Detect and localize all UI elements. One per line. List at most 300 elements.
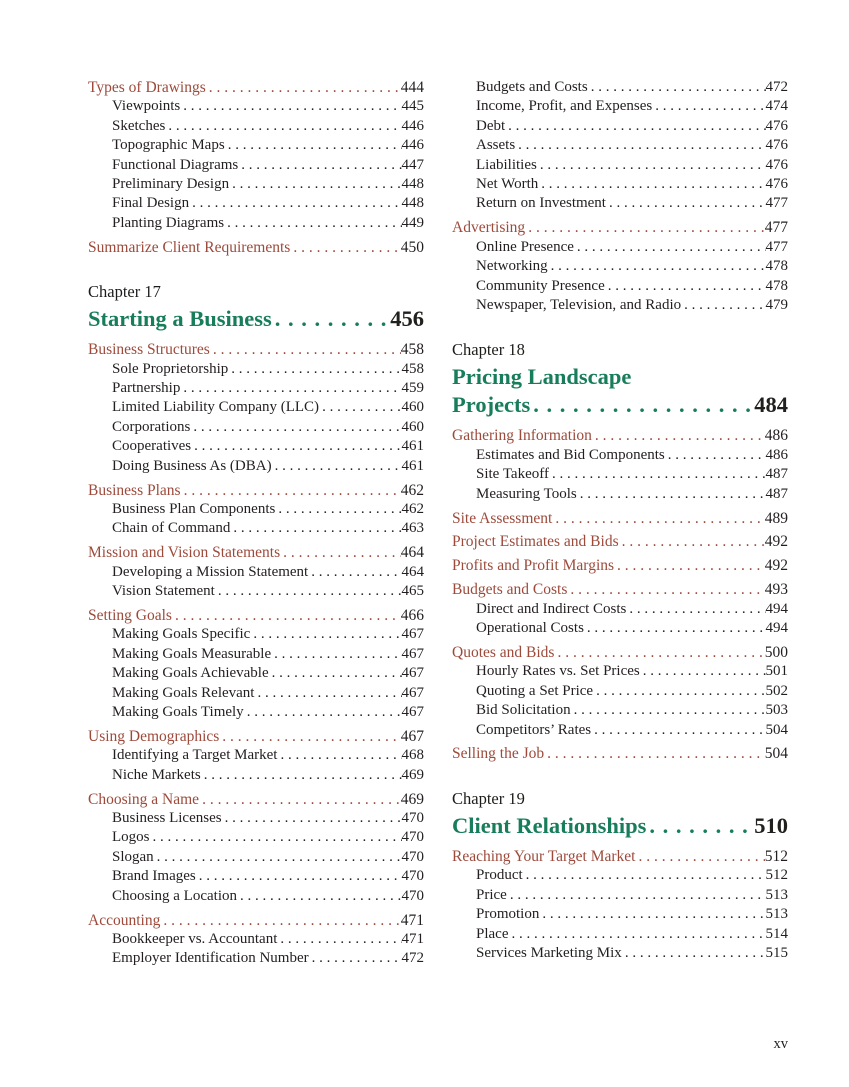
toc-section-heading-page: 493 — [764, 581, 788, 599]
toc-entry — [452, 156, 788, 175]
toc-entry-label: Preliminary Design — [112, 176, 230, 193]
toc-entry-label: Debt — [476, 117, 506, 134]
chapter-number-label: Chapter 17 — [88, 282, 161, 302]
toc-entry — [88, 194, 424, 213]
toc-entry-label: Making Goals Measurable — [112, 645, 272, 662]
toc-section-heading-page: 486 — [764, 427, 788, 445]
toc-entry — [88, 97, 424, 116]
toc-entry-label: Direct and Indirect Costs — [476, 600, 627, 617]
toc-section — [88, 340, 424, 476]
toc-entry-page: 514 — [765, 925, 788, 942]
chapter-heading — [452, 339, 788, 419]
toc-section-heading-page: 469 — [400, 790, 424, 808]
dot-leader — [530, 391, 754, 419]
toc-section — [88, 78, 424, 233]
toc-entry-label: Choosing a Location — [112, 887, 237, 904]
dot-leader — [206, 78, 401, 97]
dot-leader — [665, 446, 766, 465]
toc-entry-label: Niche Markets — [112, 766, 201, 783]
toc-entry-page: 448 — [401, 176, 424, 193]
dot-leader — [525, 218, 765, 237]
toc-entry-label: Partnership — [112, 379, 181, 396]
toc-section — [452, 556, 788, 575]
dot-leader — [181, 481, 401, 500]
dot-leader — [275, 500, 401, 519]
page-number: xv — [773, 1036, 788, 1052]
chapter-title-page: 484 — [754, 392, 788, 418]
dot-leader — [614, 556, 765, 575]
toc-entry — [452, 886, 788, 905]
toc-entry-label: Brand Images — [112, 868, 196, 885]
toc-entry — [452, 721, 788, 740]
toc-entry — [452, 925, 788, 944]
chapter-title — [88, 305, 424, 333]
toc-section-heading-label: Reaching Your Target Market — [452, 847, 636, 865]
toc-entry-page: 487 — [765, 485, 788, 502]
toc-entry-label: Identifying a Target Market — [112, 747, 278, 764]
toc-entry-label: Online Presence — [476, 238, 574, 255]
toc-entry — [452, 277, 788, 296]
chapter-title — [452, 812, 788, 840]
toc-entry — [452, 136, 788, 155]
dot-leader — [222, 809, 402, 828]
toc-columns — [88, 78, 788, 969]
toc-entry — [88, 949, 424, 968]
toc-entry-page: 474 — [765, 98, 788, 115]
toc-entry-label: Promotion — [476, 906, 540, 923]
chapter-title-label: Client Relationships — [452, 812, 647, 838]
toc-section-heading — [88, 78, 424, 97]
toc-section-heading-label: Business Structures — [88, 341, 210, 359]
toc-section-heading-page: 467 — [400, 727, 424, 745]
toc-entry-label: Final Design — [112, 195, 190, 212]
dot-leader — [196, 867, 402, 886]
toc-entry — [88, 563, 424, 582]
toc-entry-page: 470 — [401, 829, 424, 846]
toc-entry-label: Planting Diagrams — [112, 214, 225, 231]
dot-leader — [230, 519, 401, 538]
toc-entry — [452, 485, 788, 504]
toc-entry — [88, 848, 424, 867]
toc-section — [452, 426, 788, 504]
toc-section-heading-label: Project Estimates and Bids — [452, 533, 619, 551]
toc-entry-label: Employer Identification Number — [112, 950, 309, 967]
toc-section-heading-label: Gathering Information — [452, 427, 592, 445]
toc-entry-label: Making Goals Relevant — [112, 684, 255, 701]
dot-leader — [160, 911, 400, 930]
toc-entry — [452, 296, 788, 315]
toc-entry-label: Doing Business As (DBA) — [112, 457, 272, 474]
dot-leader — [588, 78, 766, 97]
toc-entry-page: 503 — [765, 702, 788, 719]
dot-leader — [165, 117, 401, 136]
toc-entry-page: 470 — [401, 887, 424, 904]
toc-section-heading — [88, 238, 424, 257]
toc-entry-page: 477 — [765, 238, 788, 255]
toc-entry — [88, 175, 424, 194]
toc-entry-label: Place — [476, 925, 509, 942]
toc-section-heading-page: 477 — [764, 219, 788, 237]
toc-entry — [452, 117, 788, 136]
toc-section — [452, 847, 788, 963]
toc-entry — [88, 214, 424, 233]
toc-entry-page: 463 — [401, 520, 424, 537]
toc-section — [88, 543, 424, 601]
dot-leader — [567, 580, 764, 599]
toc-entry-page: 476 — [765, 156, 788, 173]
toc-entry-page: 468 — [401, 747, 424, 764]
toc-entry — [452, 238, 788, 257]
toc-entry-page: 472 — [401, 950, 424, 967]
toc-entry-label: Cooperatives — [112, 438, 192, 455]
toc-entry — [88, 809, 424, 828]
dot-leader — [640, 662, 766, 681]
toc-entry — [452, 78, 788, 97]
dot-leader — [238, 156, 401, 175]
dot-leader — [277, 930, 401, 949]
toc-entry-label: Business Licenses — [112, 810, 222, 826]
toc-entry-page: 462 — [401, 500, 424, 517]
toc-entry-label: Price — [476, 886, 507, 903]
toc-section-heading-label: Budgets and Costs — [452, 581, 568, 599]
toc-section — [452, 744, 788, 763]
toc-entry — [452, 194, 788, 213]
toc-entry — [88, 703, 424, 722]
dot-leader — [652, 97, 765, 116]
dot-leader — [681, 296, 765, 315]
dot-leader — [189, 194, 401, 213]
toc-entry-page: 449 — [401, 214, 424, 231]
toc-section-heading — [88, 481, 424, 500]
dot-leader — [549, 465, 766, 484]
dot-leader — [538, 175, 765, 194]
toc-entry — [452, 257, 788, 276]
toc-entry — [452, 446, 788, 465]
toc-entry — [452, 600, 788, 619]
chapter-number-label: Chapter 19 — [452, 788, 525, 808]
toc-entry — [88, 645, 424, 664]
dot-leader — [219, 727, 400, 746]
toc-entry — [452, 866, 788, 885]
toc-entry — [88, 582, 424, 601]
toc-entry-label: Vision Statement — [112, 583, 215, 600]
toc-entry — [452, 905, 788, 924]
toc-entry-label: Corporations — [112, 418, 191, 435]
toc-section-heading-page: 492 — [764, 533, 788, 551]
toc-section-heading — [88, 606, 424, 625]
dot-leader — [592, 426, 765, 445]
dot-leader — [537, 156, 766, 175]
toc-section-heading — [452, 643, 788, 662]
toc-section — [88, 481, 424, 539]
toc-entry-label: Competitors’ Rates — [476, 721, 592, 738]
toc-entry-page: 448 — [401, 195, 424, 212]
toc-entry — [88, 117, 424, 136]
toc-entry-page: 501 — [765, 663, 788, 680]
chapter-heading — [88, 281, 424, 333]
chapter-heading — [452, 788, 788, 840]
toc-entry-page: 476 — [765, 137, 788, 154]
chapter-title-page: 510 — [754, 812, 788, 838]
toc-section-heading-label: Accounting — [88, 911, 161, 929]
toc-entry-label: Community Presence — [476, 277, 605, 294]
toc-entry-page: 467 — [401, 703, 424, 720]
toc-entry-page: 494 — [765, 620, 788, 637]
dot-leader — [280, 543, 401, 562]
chapter-title-page: 456 — [390, 306, 424, 332]
dot-leader — [584, 619, 766, 638]
toc-entry — [88, 828, 424, 847]
dot-leader — [507, 886, 766, 905]
dot-leader — [150, 828, 402, 847]
toc-entry-page: 486 — [765, 446, 788, 463]
toc-entry-page: 478 — [765, 277, 788, 294]
dot-leader — [635, 847, 764, 866]
toc-entry-label: Making Goals Specific — [112, 626, 251, 643]
toc-section — [88, 911, 424, 969]
toc-entry-label: Assets — [476, 137, 516, 154]
toc-column-right — [452, 78, 788, 969]
toc-entry-label: Return on Investment — [476, 195, 606, 212]
toc-entry-page: 445 — [401, 98, 424, 115]
chapter-title-label: Starting a Business — [88, 306, 272, 332]
toc-entry-page: 478 — [765, 258, 788, 275]
toc-entry — [88, 500, 424, 519]
toc-entry-page: 469 — [401, 766, 424, 783]
toc-section-heading-label: Business Plans — [88, 481, 181, 499]
toc-section-heading-label: Choosing a Name — [88, 790, 200, 808]
toc-entry — [452, 701, 788, 720]
toc-section-heading-label: Quotes and Bids — [452, 643, 555, 661]
toc-section-heading — [452, 426, 788, 445]
dot-leader — [626, 600, 765, 619]
toc-entry — [452, 97, 788, 116]
toc-entry-label: Income, Profit, and Expenses — [476, 98, 653, 115]
toc-section — [452, 643, 788, 740]
dot-leader — [154, 848, 402, 867]
toc-section — [452, 580, 788, 638]
toc-entry-page: 470 — [401, 868, 424, 885]
toc-section-heading — [88, 727, 424, 746]
toc-section-heading — [452, 509, 788, 528]
toc-entry-label: Budgets and Costs — [476, 79, 588, 95]
toc-section-heading-page: 504 — [764, 745, 788, 763]
toc-entry-page: 467 — [401, 684, 424, 701]
toc-section-heading-page: 471 — [400, 911, 424, 929]
toc-entry-label: Sole Proprietorship — [112, 360, 229, 377]
toc-entry — [88, 867, 424, 886]
chapter-number-label: Chapter 18 — [452, 340, 525, 360]
toc-section-heading-page: 458 — [400, 341, 424, 359]
toc-entry — [88, 766, 424, 785]
dot-leader — [277, 746, 401, 765]
dot-leader — [215, 582, 402, 601]
toc-entry-page: 467 — [401, 665, 424, 682]
chapter-title — [452, 391, 788, 419]
toc-section-heading-page: 444 — [400, 79, 424, 96]
toc-section-heading-label: Setting Goals — [88, 606, 172, 624]
toc-section-heading — [452, 847, 788, 866]
toc-section-heading — [452, 556, 788, 575]
toc-entry-label: Business Plan Components — [112, 500, 276, 517]
dot-leader — [593, 682, 765, 701]
toc-entry-label: Operational Costs — [476, 620, 584, 637]
toc-section-heading-label: Advertising — [452, 219, 526, 237]
chapter-title-line: Pricing Landscape — [452, 364, 632, 390]
dot-leader — [254, 684, 401, 703]
dot-leader — [180, 379, 401, 398]
toc-entry-label: Developing a Mission Statement — [112, 563, 309, 580]
toc-section — [452, 218, 788, 315]
toc-section-heading-page: 500 — [764, 643, 788, 661]
toc-section-heading-label: Summarize Client Requirements — [88, 238, 291, 256]
dot-leader — [591, 721, 765, 740]
toc-entry-page: 470 — [401, 810, 424, 826]
toc-section-heading — [452, 580, 788, 599]
toc-entry-page: 476 — [765, 117, 788, 134]
toc-entry-page: 477 — [765, 195, 788, 212]
toc-section — [88, 790, 424, 906]
toc-section-heading — [452, 532, 788, 551]
toc-entry — [452, 944, 788, 963]
toc-section-heading-label: Mission and Vision Statements — [88, 544, 281, 562]
toc-entry-label: Services Marketing Mix — [476, 944, 622, 961]
toc-entry — [88, 930, 424, 949]
toc-entry — [452, 175, 788, 194]
dot-leader — [199, 790, 401, 809]
dot-leader — [244, 703, 402, 722]
dot-leader — [225, 136, 402, 155]
toc-entry-page: 461 — [401, 438, 424, 455]
dot-leader — [508, 925, 765, 944]
toc-entry-page: 476 — [765, 176, 788, 193]
dot-leader — [309, 949, 402, 968]
toc-entry-label: Limited Liability Company (LLC) — [112, 399, 320, 416]
toc-entry — [88, 437, 424, 456]
toc-entry-page: 487 — [765, 466, 788, 483]
toc-entry-page: 467 — [401, 645, 424, 662]
toc-entry-page: 467 — [401, 626, 424, 643]
toc-section — [88, 238, 424, 257]
dot-leader — [269, 664, 402, 683]
dot-leader — [237, 887, 402, 906]
dot-leader — [548, 257, 766, 276]
dot-leader — [172, 606, 401, 625]
dot-leader — [272, 305, 390, 333]
toc-entry-page: 446 — [401, 137, 424, 154]
dot-leader — [606, 194, 766, 213]
toc-entry — [88, 519, 424, 538]
toc-entry — [452, 682, 788, 701]
toc-entry-label: Slogan — [112, 848, 154, 865]
toc-entry-page: 470 — [401, 848, 424, 865]
toc-entry-page: 472 — [765, 79, 788, 95]
dot-leader — [574, 238, 766, 257]
toc-section-heading-page: 462 — [400, 481, 424, 499]
toc-entry — [88, 136, 424, 155]
toc-entry-page: 513 — [765, 886, 788, 903]
dot-leader — [228, 360, 401, 379]
toc-entry — [88, 887, 424, 906]
dot-leader — [619, 532, 765, 551]
toc-entry-page: 460 — [401, 418, 424, 435]
toc-entry-page: 458 — [401, 360, 424, 377]
toc-entry — [88, 746, 424, 765]
dot-leader — [272, 457, 402, 476]
chapter-title-label: Projects — [452, 392, 531, 418]
toc-section-heading — [452, 744, 788, 763]
toc-entry-label: Measuring Tools — [476, 485, 577, 502]
dot-leader — [523, 866, 766, 885]
toc-entry-page: 515 — [765, 944, 788, 961]
toc-section-heading-label: Types of Drawings — [88, 79, 206, 96]
toc-section-heading-page: 466 — [400, 606, 424, 624]
toc-entry — [88, 360, 424, 379]
toc-entry-page: 461 — [401, 457, 424, 474]
toc-entry-label: Liabilities — [476, 156, 537, 173]
dot-leader — [571, 701, 766, 720]
dot-leader — [544, 744, 765, 763]
dot-leader — [229, 175, 401, 194]
toc-entry-page: 465 — [401, 583, 424, 600]
toc-entry-label: Chain of Command — [112, 520, 231, 537]
toc-entry-label: Networking — [476, 258, 548, 275]
dot-leader — [308, 563, 401, 582]
toc-entry — [88, 398, 424, 417]
toc-section-heading — [88, 340, 424, 359]
toc-entry — [452, 662, 788, 681]
toc-entry-page: 447 — [401, 156, 424, 173]
dot-leader — [539, 905, 765, 924]
dot-leader — [224, 214, 401, 233]
toc-entry — [88, 379, 424, 398]
toc-entry-page: 512 — [765, 867, 788, 884]
dot-leader — [191, 437, 401, 456]
toc-entry-label: Logos — [112, 829, 150, 846]
toc-entry-page: 502 — [765, 682, 788, 699]
toc-entry-page: 446 — [401, 117, 424, 134]
dot-leader — [622, 944, 766, 963]
toc-section — [452, 509, 788, 528]
toc-entry-label: Bookkeeper vs. Accountant — [112, 930, 278, 947]
toc-entry-label: Bid Solicitation — [476, 702, 571, 719]
dot-leader — [605, 277, 766, 296]
toc-entry — [452, 465, 788, 484]
dot-leader — [319, 398, 401, 417]
toc-entry-label: Viewpoints — [112, 98, 181, 115]
toc-entry-label: Quoting a Set Price — [476, 682, 594, 699]
toc-section-heading-label: Site Assessment — [452, 509, 553, 527]
dot-leader — [554, 643, 764, 662]
dot-leader — [180, 97, 401, 116]
toc-entry — [452, 619, 788, 638]
toc-entry-page: 464 — [401, 563, 424, 580]
toc-section-heading-label: Profits and Profit Margins — [452, 557, 615, 575]
toc-entry-label: Site Takeoff — [476, 466, 549, 483]
toc-section-continued — [452, 78, 788, 214]
toc-entry-page: 460 — [401, 399, 424, 416]
toc-entry-page: 471 — [401, 930, 424, 947]
toc-entry-label: Newspaper, Television, and Radio — [476, 296, 682, 313]
toc-entry-label: Functional Diagrams — [112, 156, 239, 173]
toc-entry-page: 494 — [765, 600, 788, 617]
toc-entry — [88, 684, 424, 703]
toc-section-heading-page: 489 — [764, 509, 788, 527]
toc-entry-label: Sketches — [112, 117, 166, 134]
toc-entry-page: 479 — [765, 296, 788, 313]
dot-leader — [290, 238, 400, 257]
toc-section-heading-page: 512 — [764, 847, 788, 865]
